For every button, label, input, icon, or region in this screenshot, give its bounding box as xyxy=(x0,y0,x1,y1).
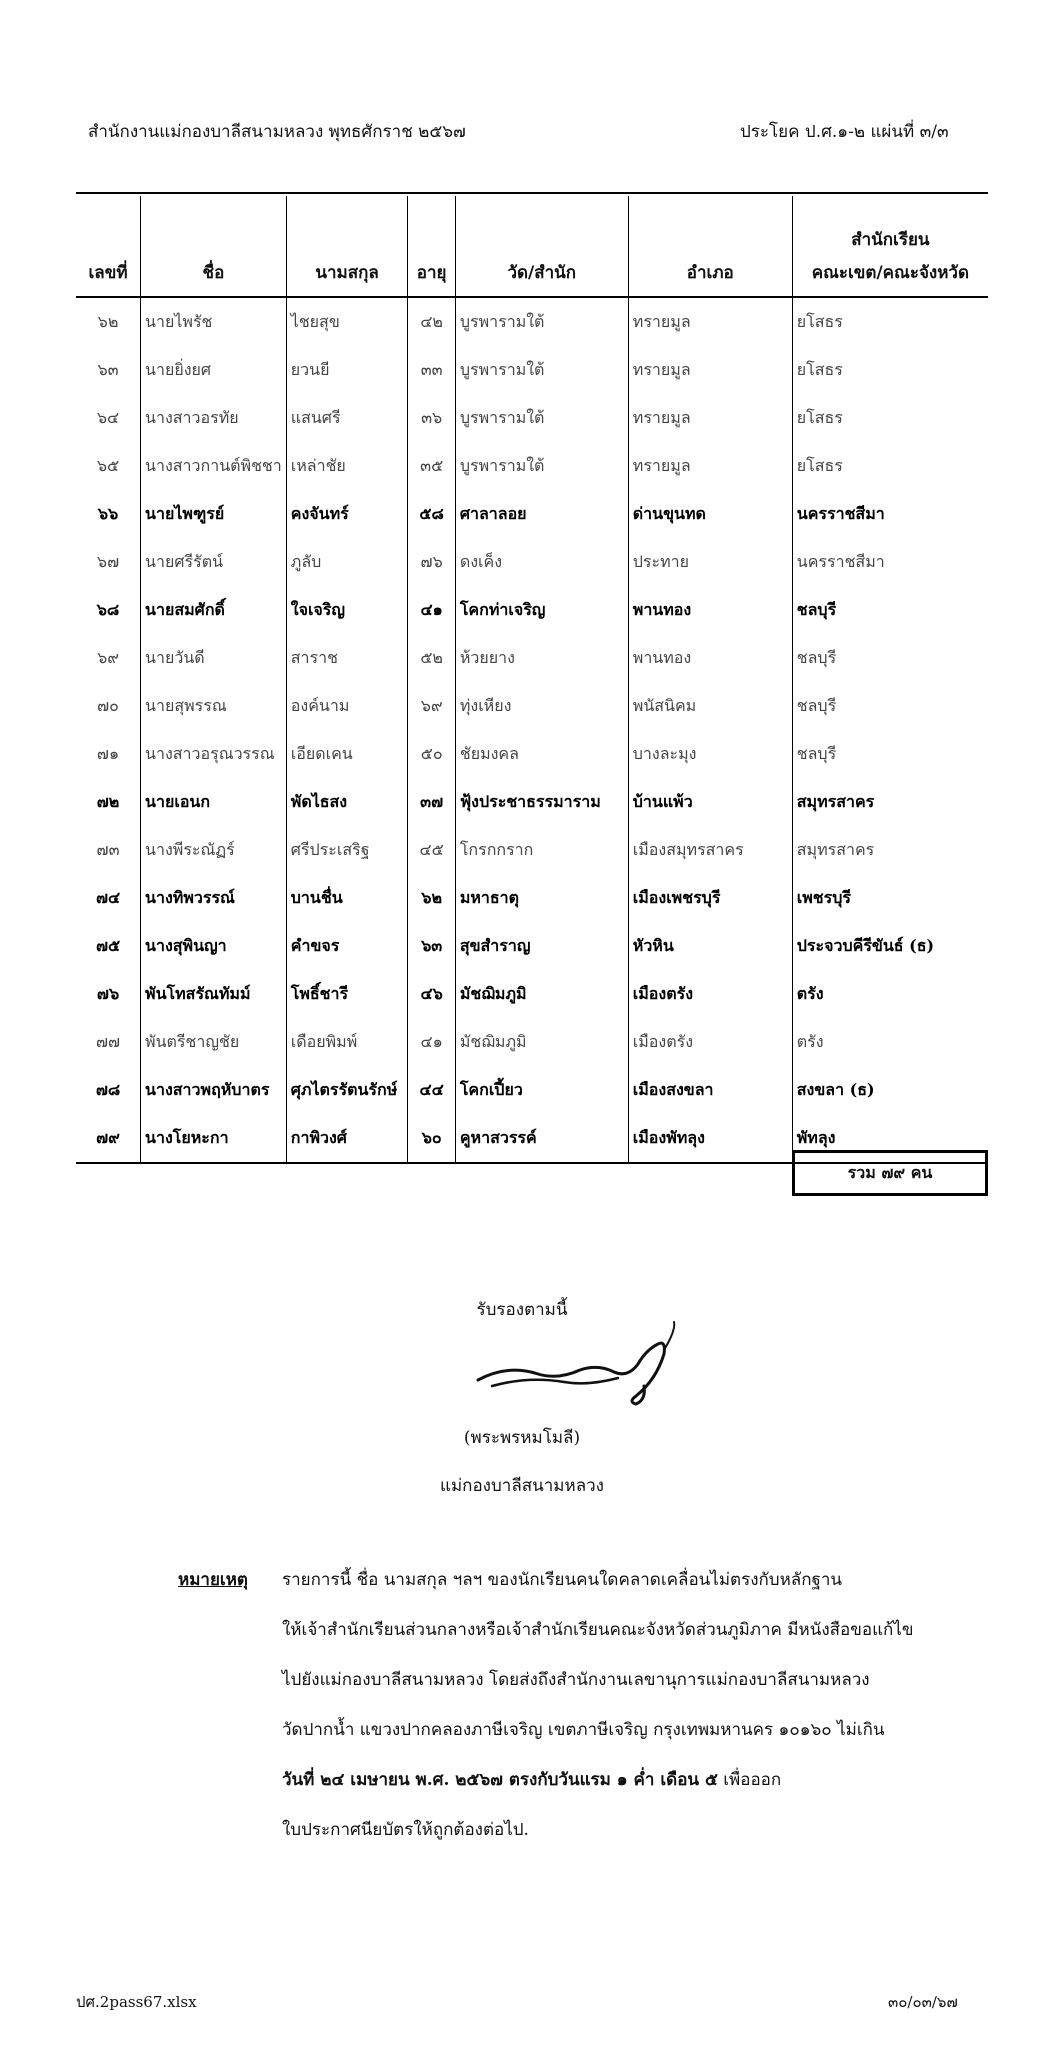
cell-age: ๕๐ xyxy=(408,730,455,778)
cell-surname: โพธิ์ชารี xyxy=(286,970,408,1018)
cell-age: ๔๕ xyxy=(408,826,455,874)
cell-number: ๖๒ xyxy=(97,311,119,331)
note-line-1: รายการนี้ ชื่อ นามสกุล ฯลฯ ของนักเรียนคนใดคลาดเคลื่อนไม่ตรงกับหลักฐาน xyxy=(282,1570,843,1590)
header-office-year: สำนักงานแม่กองบาลีสนามหลวง พุทธศักราช ๒๕๖๗ xyxy=(88,122,466,142)
cell-temple: บูรพารามใต้ xyxy=(455,346,628,394)
cell-name: นายสมศักดิ์ xyxy=(141,586,287,634)
cell-office: ชลบุรี xyxy=(792,682,988,730)
table-header-row xyxy=(76,196,988,297)
cell-name: พันโทสรัณทัมม์ xyxy=(141,970,287,1018)
table-row xyxy=(76,538,988,586)
cell-name: นางสาวอรทัย xyxy=(141,394,287,442)
cell-temple: มัชฌิมภูมิ xyxy=(455,970,628,1018)
cell-district: หัวหิน xyxy=(628,922,792,970)
cell-age: ๕๘ xyxy=(408,490,455,538)
note-line-3: ไปยังแม่กองบาลีสนามหลวง โดยส่งถึงสำนักงานเลขานุการแม่กองบาลีสนามหลวง xyxy=(282,1670,870,1690)
cell-district: ทรายมูล xyxy=(628,442,792,490)
cell-number: ๗๙ xyxy=(76,1114,141,1163)
cell-temple: ทุ่งเหียง xyxy=(455,682,628,730)
cell-number: ๖๖ xyxy=(97,503,119,523)
cell-age: ๔๑ xyxy=(408,586,455,634)
note-line-6: ใบประกาศนียบัตรให้ถูกต้องต่อไป. xyxy=(282,1820,529,1840)
cell-number: ๖๗ xyxy=(96,551,120,571)
table-row xyxy=(76,1018,988,1066)
cell-office: เพชรบุรี xyxy=(792,874,988,922)
cell-surname: คงจันทร์ xyxy=(286,490,408,538)
cell-district: เมืองตรัง xyxy=(628,970,792,1018)
signer-name: (พระพรหมโมลี) xyxy=(463,1428,581,1448)
footer-filename: ปศ.2pass67.xlsx xyxy=(76,1993,197,2011)
cell-district: ประทาย xyxy=(628,538,792,586)
col-header-number: เลขที่ xyxy=(76,196,141,297)
cell-temple: คูหาสวรรค์ xyxy=(455,1114,628,1163)
cell-temple: มัชฌิมภูมิ xyxy=(455,1018,628,1066)
cell-district: ทรายมูล xyxy=(628,297,792,346)
cell-district: เมืองสมุทรสาคร xyxy=(628,826,792,874)
cell-name: นายเอนก xyxy=(141,778,287,826)
cell-office: ตรัง xyxy=(792,1018,988,1066)
col-header-surname: นามสกุล xyxy=(286,196,408,297)
cell-age: ๓๓ xyxy=(408,346,455,394)
cell-temple: โคกท่าเจริญ xyxy=(455,586,628,634)
cell-number: ๖๘ xyxy=(96,599,120,619)
signature-image xyxy=(468,1320,688,1420)
table-row xyxy=(76,1066,988,1114)
cell-temple: บูรพารามใต้ xyxy=(455,442,628,490)
cell-name: นางสาวพฤหับาตร xyxy=(141,1066,287,1114)
cell-district: เมืองตรัง xyxy=(628,1018,792,1066)
col-header-age: อายุ xyxy=(408,196,455,297)
cell-surname: เหล่าชัย xyxy=(286,442,408,490)
cell-district: เมืองเพชรบุรี xyxy=(628,874,792,922)
table-top-rule xyxy=(76,192,988,194)
footer-date: ๓๐/๐๓/๖๗ xyxy=(888,1993,958,2011)
cell-surname: บานชื่น xyxy=(286,874,408,922)
cell-age: ๖๙ xyxy=(408,682,455,730)
note-deadline: วันที่ ๒๔ เมษายน พ.ศ. ๒๕๖๗ ตรงกับวันแรม ๑ ค่ำ เดือน ๕ xyxy=(282,1770,718,1790)
col-header-district: อำเภอ xyxy=(628,196,792,297)
table-row xyxy=(76,970,988,1018)
table-row xyxy=(76,394,988,442)
table-row xyxy=(76,682,988,730)
cell-age: ๕๒ xyxy=(408,634,455,682)
cell-number: ๗๕ xyxy=(95,935,121,955)
cell-district: ด่านขุนทด xyxy=(628,490,792,538)
cell-age: ๔๒ xyxy=(408,297,455,346)
cell-office: ยโสธร xyxy=(792,394,988,442)
cell-name: นายสุพรรณ xyxy=(141,682,287,730)
col-header-name: ชื่อ xyxy=(141,196,287,297)
cell-surname: คำขจร xyxy=(286,922,408,970)
table-row xyxy=(76,922,988,970)
col-header-office-line2: คณะเขต/คณะจังหวัด xyxy=(811,263,970,283)
cell-name: นางทิพวรรณ์ xyxy=(141,874,287,922)
cell-temple: บูรพารามใต้ xyxy=(455,394,628,442)
cell-name: นายไพรัช xyxy=(141,297,287,346)
cell-office: ประจวบคีรีขันธ์ (ธ) xyxy=(792,922,988,970)
cell-name: นายวันดี xyxy=(141,634,287,682)
cell-number: ๖๙ xyxy=(97,647,119,667)
cell-surname: เอียดเคน xyxy=(286,730,408,778)
cell-office: ยโสธร xyxy=(792,297,988,346)
table-row xyxy=(76,730,988,778)
cell-office: ชลบุรี xyxy=(792,730,988,778)
table-row xyxy=(76,297,988,346)
cell-office: สมุทรสาคร xyxy=(792,826,988,874)
cell-surname: สาราช xyxy=(286,634,408,682)
cell-office: สงขลา (ธ) xyxy=(792,1066,988,1114)
cell-surname: พัดไธสง xyxy=(286,778,408,826)
cell-district: ทรายมูล xyxy=(628,346,792,394)
total-count: รวม ๗๙ คน xyxy=(792,1150,988,1196)
table-row xyxy=(76,778,988,826)
cell-surname: ใจเจริญ xyxy=(286,586,408,634)
cell-surname: องค์นาม xyxy=(286,682,408,730)
cell-name: นายยิ่งยศ xyxy=(141,346,287,394)
cell-age: ๓๕ xyxy=(408,442,455,490)
certify-text: รับรองตามนี้ xyxy=(476,1300,568,1320)
cell-name: พันตรีชาญชัย xyxy=(141,1018,287,1066)
cell-temple: สุขสำราญ xyxy=(455,922,628,970)
cell-age: ๖๐ xyxy=(408,1114,455,1163)
cell-district: เมืองสงขลา xyxy=(628,1066,792,1114)
cell-surname: ยวนยี xyxy=(286,346,408,394)
note-line-5 xyxy=(282,1766,781,1793)
col-header-office-line1: สำนักเรียน xyxy=(851,230,930,250)
cell-surname: กาพิวงศ์ xyxy=(286,1114,408,1163)
table-row xyxy=(76,826,988,874)
cell-office: นครราชสีมา xyxy=(792,490,988,538)
candidate-table xyxy=(76,196,988,1164)
cell-age: ๔๔ xyxy=(408,1066,455,1114)
cell-number: ๖๕ xyxy=(96,455,120,475)
cell-surname: ภูลับ xyxy=(286,538,408,586)
table-row xyxy=(76,490,988,538)
cell-number: ๗๑ xyxy=(96,743,120,763)
note-label: หมายเหตุ xyxy=(178,1570,248,1590)
cell-district: ทรายมูล xyxy=(628,394,792,442)
cell-name: นายศรีรัตน์ xyxy=(141,538,287,586)
cell-district: บ้านแพ้ว xyxy=(628,778,792,826)
cell-temple: บูรพารามใต้ xyxy=(455,297,628,346)
col-header-office xyxy=(792,196,988,297)
cell-number: ๖๓ xyxy=(97,359,119,379)
cell-temple: โคกเปี้ยว xyxy=(455,1066,628,1114)
cell-number: ๗๘ xyxy=(95,1079,121,1099)
cell-district: บางละมุง xyxy=(628,730,792,778)
table-row xyxy=(76,586,988,634)
cell-age: ๖๓ xyxy=(408,922,455,970)
cell-temple: ห้วยยาง xyxy=(455,634,628,682)
cell-temple: มหาธาตุ xyxy=(455,874,628,922)
cell-temple: ศาลาลอย xyxy=(455,490,628,538)
cell-age: ๖๒ xyxy=(408,874,455,922)
cell-surname: เดือยพิมพ์ xyxy=(286,1018,408,1066)
cell-number: ๗๗ xyxy=(95,1031,121,1051)
cell-temple: ชัยมงคล xyxy=(455,730,628,778)
cell-surname: ไชยสุข xyxy=(286,297,408,346)
cell-temple: ดงเค็ง xyxy=(455,538,628,586)
cell-number: ๗๖ xyxy=(96,983,120,1003)
table-row xyxy=(76,442,988,490)
cell-age: ๔๑ xyxy=(408,1018,455,1066)
cell-temple: ฟุ้งประชาธรรมาราม xyxy=(455,778,628,826)
cell-office: ยโสธร xyxy=(792,442,988,490)
cell-surname: ศรีประเสริฐ xyxy=(286,826,408,874)
cell-district: พานทอง xyxy=(628,634,792,682)
cell-temple: โกรกกราก xyxy=(455,826,628,874)
cell-name: นางโยหะกา xyxy=(141,1114,287,1163)
cell-office: ชลบุรี xyxy=(792,634,988,682)
cell-number: ๗๓ xyxy=(96,839,120,859)
header-class-sheet: ประโยค ป.ศ.๑-๒ แผ่นที่ ๓/๓ xyxy=(740,122,949,142)
cell-name: นายไพฑูรย์ xyxy=(141,490,287,538)
cell-number: ๗๐ xyxy=(97,695,119,715)
cell-name: นางสาวกานต์พิชชา xyxy=(141,442,287,490)
cell-district: พนัสนิคม xyxy=(628,682,792,730)
table-row xyxy=(76,874,988,922)
note-line-4: วัดปากน้ำ แขวงปากคลองภาษีเจริญ เขตภาษีเจริญ กรุงเทพมหานคร ๑๐๑๖๐ ไม่เกิน xyxy=(282,1720,885,1740)
table-row xyxy=(76,634,988,682)
signer-position: แม่กองบาลีสนามหลวง xyxy=(440,1476,604,1496)
cell-age: ๗๖ xyxy=(408,538,455,586)
cell-office: ยโสธร xyxy=(792,346,988,394)
cell-office: ชลบุรี xyxy=(792,586,988,634)
cell-number: ๖๔ xyxy=(96,407,120,427)
cell-office: นครราชสีมา xyxy=(792,538,988,586)
cell-district: พานทอง xyxy=(628,586,792,634)
cell-name: นางสาวอรุณวรรณ xyxy=(141,730,287,778)
cell-name: นางสุพินญา xyxy=(141,922,287,970)
cell-number: ๗๔ xyxy=(95,887,121,907)
cell-name: นางพีระณัฏร์ xyxy=(141,826,287,874)
cell-surname: ศุภไตรรัตนรักษ์ xyxy=(286,1066,408,1114)
table-row xyxy=(76,346,988,394)
note-line-5-tail: เพื่อออก xyxy=(723,1770,782,1790)
cell-age: ๓๗ xyxy=(408,778,455,826)
cell-office: ตรัง xyxy=(792,970,988,1018)
cell-age: ๓๖ xyxy=(408,394,455,442)
note-line-2: ให้เจ้าสำนักเรียนส่วนกลางหรือเจ้าสำนักเรียนคณะจังหวัดส่วนภูมิภาค มีหนังสือขอแก้ไข xyxy=(282,1620,914,1640)
cell-district: เมืองพัทลุง xyxy=(628,1114,792,1163)
col-header-temple: วัด/สำนัก xyxy=(455,196,628,297)
cell-office: สมุทรสาคร xyxy=(792,778,988,826)
cell-surname: แสนศรี xyxy=(286,394,408,442)
cell-number: ๗๒ xyxy=(96,791,120,811)
cell-age: ๔๖ xyxy=(408,970,455,1018)
cell-office: พัทลุง xyxy=(792,1114,988,1163)
